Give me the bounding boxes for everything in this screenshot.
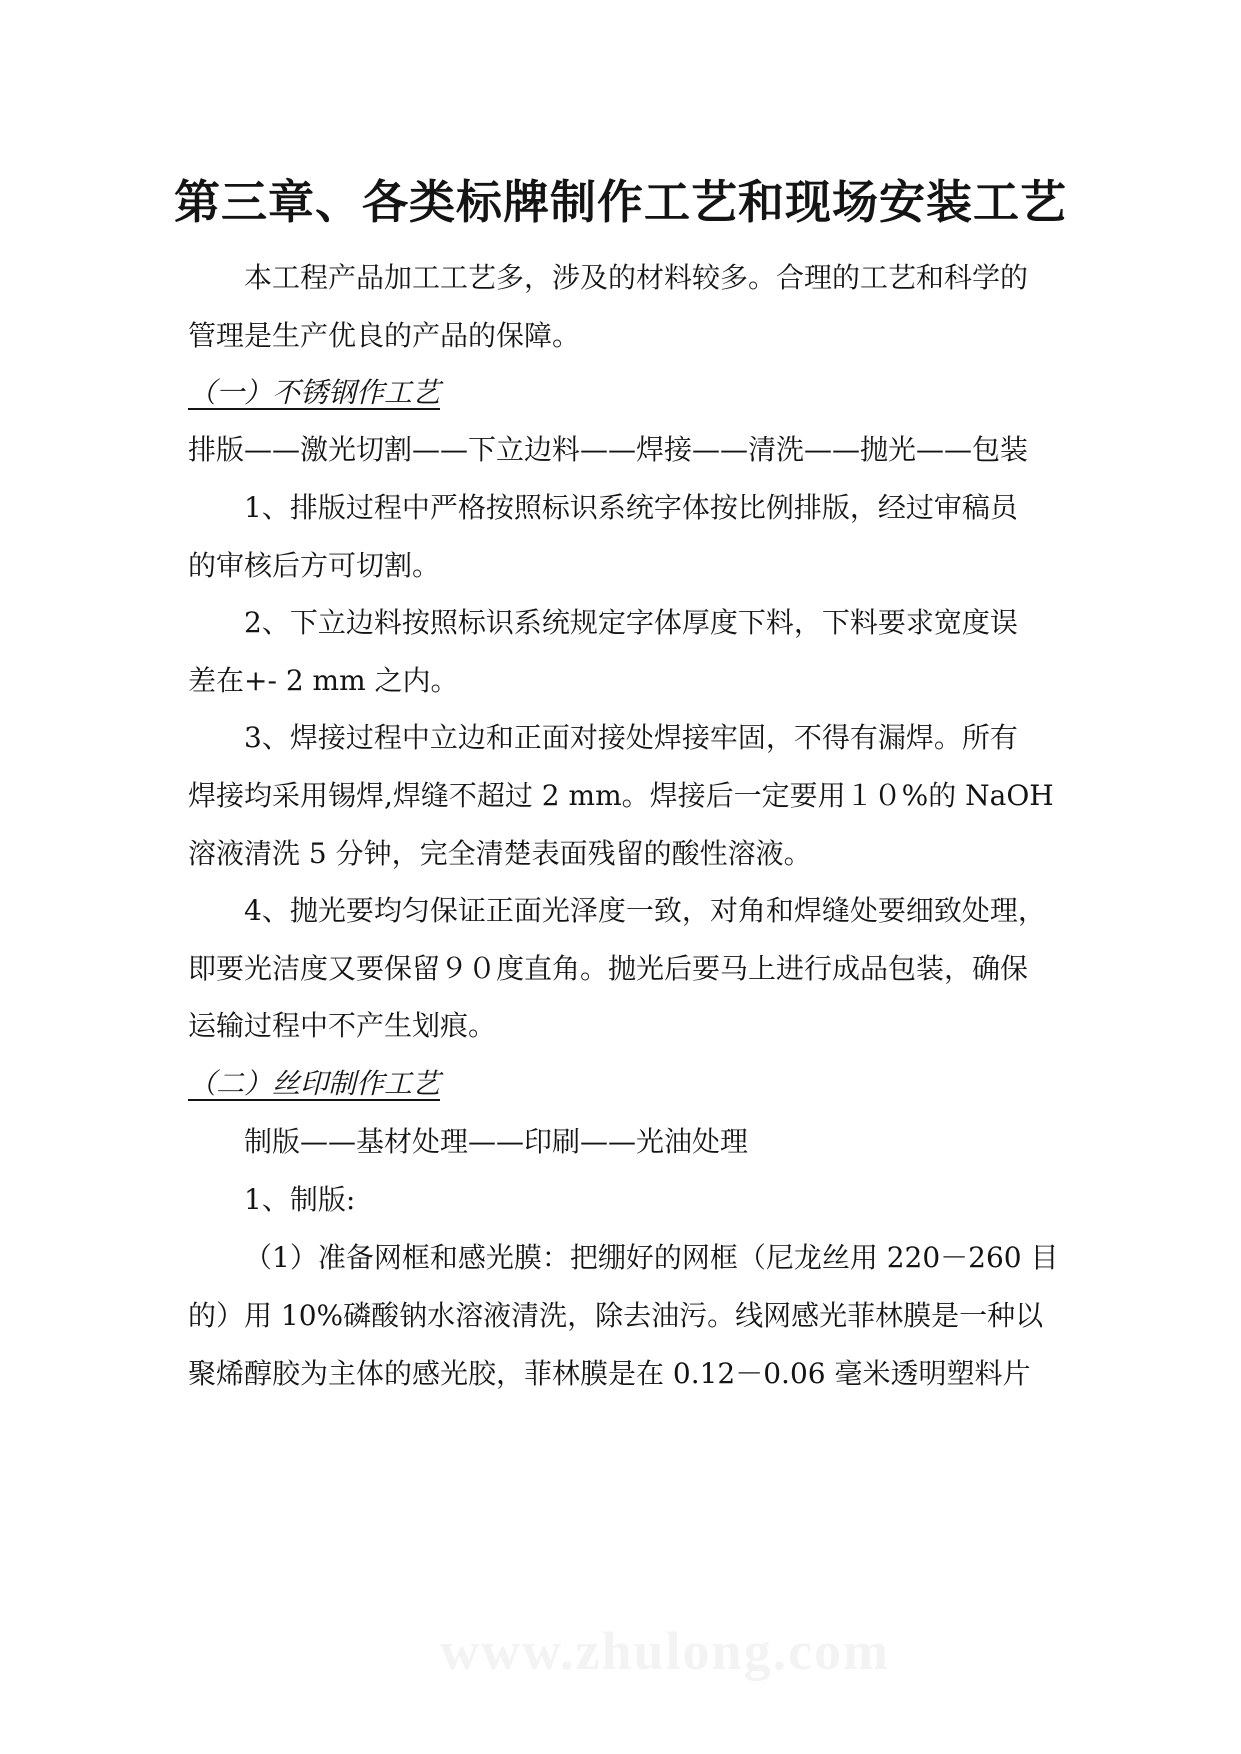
item-3-line-2: 焊接均采用锡焊,焊缝不超过 2 mm。焊接后一定要用１０%的 NaOH	[188, 779, 1054, 812]
chapter-title: 第三章、各类标牌制作工艺和现场安装工艺	[174, 175, 1067, 229]
section-2-para-line-2: 的）用 10%磷酸钠水溶液清洗，除去油污。线网感光菲林膜是一种以	[188, 1299, 1044, 1332]
item-4-line-2: 即要光洁度又要保留９０度直角。抛光后要马上进行成品包装，确保	[188, 952, 1029, 985]
item-3-line-1: 3、焊接过程中立边和正面对接处焊接牢固，不得有漏焊。所有	[244, 721, 1018, 754]
item-4-line-3: 运输过程中不产生划痕。	[188, 1009, 497, 1042]
item-2-line-1: 2、下立边料按照标识系统规定字体厚度下料，下料要求宽度误	[244, 606, 1018, 639]
section-2-sub-1: 1、制版:	[244, 1183, 356, 1216]
item-4-line-1: 4、抛光要均匀保证正面光泽度一致，对角和焊缝处要细致处理，	[244, 894, 1046, 927]
section-1-heading: （一）不锈钢作工艺	[188, 376, 441, 409]
item-3-line-3: 溶液清洗 5 分钟，完全清楚表面残留的酸性溶液。	[188, 837, 812, 870]
item-2-line-2: 差在+- 2 mm 之内。	[188, 664, 459, 697]
item-1-line-1: 1、排版过程中严格按照标识系统字体按比例排版，经过审稿员	[244, 491, 1018, 524]
watermark: www.zhulong.com	[440, 1621, 891, 1681]
intro-line-2: 管理是生产优良的产品的保障。	[188, 319, 581, 352]
item-1-line-2: 的审核后方可切割。	[188, 549, 441, 582]
intro-line-1: 本工程产品加工工艺多，涉及的材料较多。合理的工艺和科学的	[244, 261, 1029, 294]
section-1-flow: 排版——激光切割——下立边料——焊接——清洗——抛光——包装	[188, 433, 1029, 466]
section-2-para-line-3: 聚烯醇胶为主体的感光胶，菲林膜是在 0.12－0.06 毫米透明塑料片	[188, 1357, 1031, 1390]
section-2-heading: （二）丝印制作工艺	[188, 1067, 441, 1100]
section-2-flow: 制版——基材处理——印刷——光油处理	[244, 1125, 749, 1158]
section-2-para-line-1: （1）准备网框和感光膜：把绷好的网框（尼龙丝用 220－260 目	[244, 1241, 1059, 1274]
